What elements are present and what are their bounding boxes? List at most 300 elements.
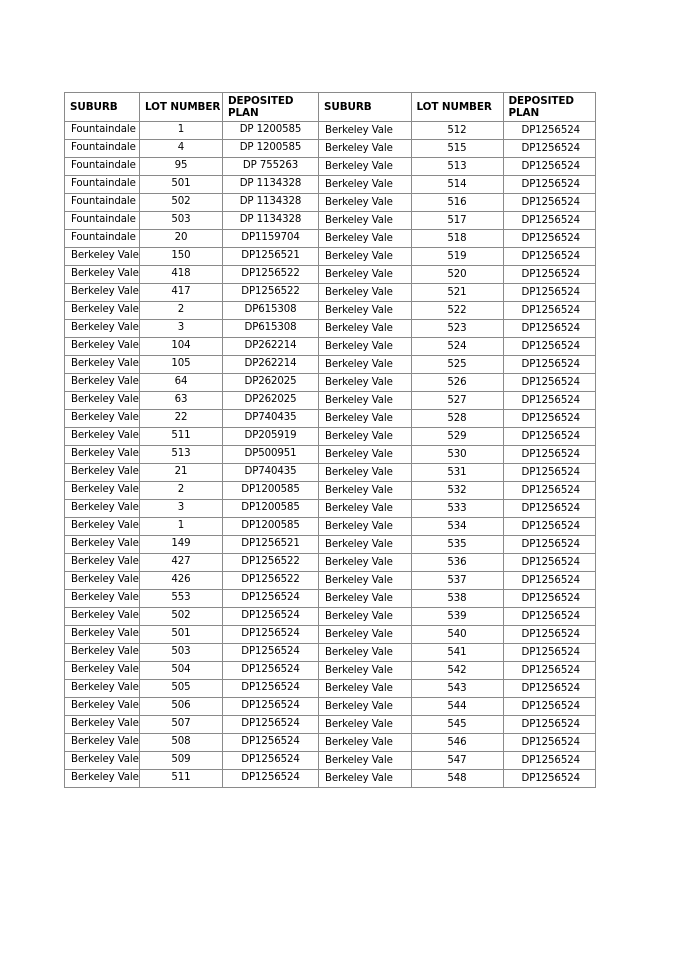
table-row xyxy=(319,626,595,644)
cell-deposited-plan: DP1256524 xyxy=(503,518,595,536)
cell-deposited-plan: DP1256524 xyxy=(223,680,319,698)
cell-suburb: Berkeley Vale xyxy=(319,158,411,176)
cell-lot-number: 104 xyxy=(140,338,223,356)
table-row xyxy=(65,572,319,590)
cell-suburb: Berkeley Vale xyxy=(319,662,411,680)
cell-lot-number: 548 xyxy=(411,770,503,788)
cell-deposited-plan: DP1256524 xyxy=(503,284,595,302)
cell-deposited-plan: DP1256524 xyxy=(503,554,595,572)
cell-lot-number: 537 xyxy=(411,572,503,590)
table-row xyxy=(319,590,595,608)
cell-suburb: Fountaindale xyxy=(65,140,140,158)
cell-deposited-plan: DP1256524 xyxy=(223,698,319,716)
cell-lot-number: 553 xyxy=(140,590,223,608)
cell-deposited-plan: DP1256524 xyxy=(503,374,595,392)
cell-suburb: Berkeley Vale xyxy=(319,374,411,392)
cell-lot-number: 417 xyxy=(140,284,223,302)
table-row xyxy=(65,140,319,158)
cell-lot-number: 515 xyxy=(411,140,503,158)
header-lot-number: LOT NUMBER xyxy=(140,93,223,122)
cell-suburb: Berkeley Vale xyxy=(65,608,140,626)
cell-deposited-plan: DP1256524 xyxy=(503,212,595,230)
cell-suburb: Berkeley Vale xyxy=(319,464,411,482)
cell-suburb: Berkeley Vale xyxy=(319,590,411,608)
cell-suburb: Berkeley Vale xyxy=(319,356,411,374)
cell-lot-number: 509 xyxy=(140,752,223,770)
cell-suburb: Berkeley Vale xyxy=(319,752,411,770)
cell-suburb: Berkeley Vale xyxy=(319,680,411,698)
cell-deposited-plan: DP1256524 xyxy=(503,752,595,770)
cell-deposited-plan: DP1256524 xyxy=(223,626,319,644)
cell-lot-number: 512 xyxy=(411,122,503,140)
cell-suburb: Berkeley Vale xyxy=(319,428,411,446)
header-suburb: SUBURB xyxy=(319,93,411,122)
cell-lot-number: 514 xyxy=(411,176,503,194)
cell-suburb: Berkeley Vale xyxy=(319,410,411,428)
cell-lot-number: 539 xyxy=(411,608,503,626)
cell-deposited-plan: DP1256524 xyxy=(223,752,319,770)
cell-suburb: Berkeley Vale xyxy=(319,626,411,644)
table-row xyxy=(319,410,595,428)
table-row xyxy=(65,770,319,788)
cell-deposited-plan: DP1256524 xyxy=(503,662,595,680)
cell-suburb: Berkeley Vale xyxy=(65,590,140,608)
cell-lot-number: 541 xyxy=(411,644,503,662)
table-row xyxy=(65,464,319,482)
cell-deposited-plan: DP1256524 xyxy=(223,662,319,680)
cell-deposited-plan: DP1200585 xyxy=(223,500,319,518)
cell-lot-number: 20 xyxy=(140,230,223,248)
cell-suburb: Berkeley Vale xyxy=(65,644,140,662)
table-row xyxy=(65,752,319,770)
table-row xyxy=(65,698,319,716)
cell-deposited-plan: DP1256524 xyxy=(503,302,595,320)
cell-lot-number: 513 xyxy=(411,158,503,176)
cell-lot-number: 3 xyxy=(140,320,223,338)
table-row xyxy=(65,428,319,446)
cell-deposited-plan: DP 1200585 xyxy=(223,140,319,158)
cell-lot-number: 519 xyxy=(411,248,503,266)
cell-suburb: Berkeley Vale xyxy=(65,626,140,644)
cell-deposited-plan: DP740435 xyxy=(223,410,319,428)
cell-lot-number: 507 xyxy=(140,716,223,734)
cell-deposited-plan: DP1256524 xyxy=(503,122,595,140)
table-row xyxy=(319,428,595,446)
cell-suburb: Berkeley Vale xyxy=(65,554,140,572)
header-suburb: SUBURB xyxy=(65,93,140,122)
header-lot-number: LOT NUMBER xyxy=(411,93,503,122)
cell-lot-number: 540 xyxy=(411,626,503,644)
cell-lot-number: 1 xyxy=(140,518,223,536)
cell-deposited-plan: DP1256524 xyxy=(503,356,595,374)
cell-lot-number: 508 xyxy=(140,734,223,752)
cell-suburb: Fountaindale xyxy=(65,158,140,176)
cell-lot-number: 501 xyxy=(140,176,223,194)
cell-lot-number: 95 xyxy=(140,158,223,176)
cell-suburb: Berkeley Vale xyxy=(65,518,140,536)
cell-lot-number: 528 xyxy=(411,410,503,428)
cell-suburb: Berkeley Vale xyxy=(65,446,140,464)
cell-lot-number: 529 xyxy=(411,428,503,446)
cell-deposited-plan: DP262214 xyxy=(223,356,319,374)
cell-suburb: Berkeley Vale xyxy=(319,194,411,212)
cell-suburb: Berkeley Vale xyxy=(319,572,411,590)
cell-suburb: Berkeley Vale xyxy=(65,338,140,356)
lot-table-right xyxy=(319,92,596,788)
cell-suburb: Berkeley Vale xyxy=(65,266,140,284)
cell-suburb: Berkeley Vale xyxy=(65,284,140,302)
cell-lot-number: 546 xyxy=(411,734,503,752)
cell-deposited-plan: DP1256524 xyxy=(503,608,595,626)
table-row xyxy=(65,410,319,428)
table-body xyxy=(65,122,319,788)
cell-suburb: Berkeley Vale xyxy=(319,338,411,356)
cell-lot-number: 520 xyxy=(411,266,503,284)
cell-deposited-plan: DP205919 xyxy=(223,428,319,446)
cell-deposited-plan: DP1256521 xyxy=(223,248,319,266)
cell-suburb: Fountaindale xyxy=(65,212,140,230)
table-row xyxy=(65,482,319,500)
table-row xyxy=(65,194,319,212)
cell-deposited-plan: DP1256524 xyxy=(503,248,595,266)
cell-lot-number: 533 xyxy=(411,500,503,518)
cell-deposited-plan: DP 1134328 xyxy=(223,176,319,194)
cell-suburb: Berkeley Vale xyxy=(65,320,140,338)
table-row xyxy=(319,500,595,518)
cell-deposited-plan: DP1256524 xyxy=(503,590,595,608)
table-row xyxy=(319,554,595,572)
cell-lot-number: 21 xyxy=(140,464,223,482)
lot-tables xyxy=(64,92,596,788)
table-row xyxy=(319,284,595,302)
cell-deposited-plan: DP1159704 xyxy=(223,230,319,248)
cell-deposited-plan: DP1256522 xyxy=(223,572,319,590)
cell-suburb: Berkeley Vale xyxy=(319,392,411,410)
cell-lot-number: 503 xyxy=(140,212,223,230)
cell-deposited-plan: DP1200585 xyxy=(223,482,319,500)
cell-suburb: Berkeley Vale xyxy=(319,500,411,518)
cell-suburb: Berkeley Vale xyxy=(65,572,140,590)
cell-deposited-plan: DP1256524 xyxy=(223,734,319,752)
cell-deposited-plan: DP1256524 xyxy=(503,158,595,176)
cell-deposited-plan: DP615308 xyxy=(223,302,319,320)
cell-deposited-plan: DP1256521 xyxy=(223,536,319,554)
cell-deposited-plan: DP1256524 xyxy=(503,410,595,428)
table-row xyxy=(319,374,595,392)
cell-lot-number: 64 xyxy=(140,374,223,392)
table-row xyxy=(65,626,319,644)
table-row xyxy=(65,536,319,554)
cell-suburb: Berkeley Vale xyxy=(319,536,411,554)
cell-lot-number: 545 xyxy=(411,716,503,734)
cell-deposited-plan: DP1256524 xyxy=(503,428,595,446)
cell-suburb: Berkeley Vale xyxy=(319,212,411,230)
cell-deposited-plan: DP1256524 xyxy=(503,644,595,662)
table-row xyxy=(319,158,595,176)
cell-lot-number: 3 xyxy=(140,500,223,518)
cell-lot-number: 538 xyxy=(411,590,503,608)
cell-suburb: Berkeley Vale xyxy=(319,734,411,752)
cell-suburb: Berkeley Vale xyxy=(65,392,140,410)
cell-lot-number: 517 xyxy=(411,212,503,230)
cell-suburb: Berkeley Vale xyxy=(319,482,411,500)
table-row xyxy=(319,212,595,230)
cell-lot-number: 535 xyxy=(411,536,503,554)
table-row xyxy=(319,770,595,788)
cell-deposited-plan: DP262214 xyxy=(223,338,319,356)
cell-suburb: Berkeley Vale xyxy=(65,482,140,500)
lot-table-left xyxy=(64,92,319,788)
table-row xyxy=(319,752,595,770)
cell-suburb: Berkeley Vale xyxy=(319,518,411,536)
cell-suburb: Berkeley Vale xyxy=(65,464,140,482)
cell-lot-number: 427 xyxy=(140,554,223,572)
cell-lot-number: 503 xyxy=(140,644,223,662)
cell-deposited-plan: DP1256524 xyxy=(503,338,595,356)
cell-suburb: Berkeley Vale xyxy=(65,248,140,266)
cell-deposited-plan: DP1256524 xyxy=(503,320,595,338)
table-row xyxy=(65,338,319,356)
cell-deposited-plan: DP1256524 xyxy=(503,716,595,734)
cell-lot-number: 2 xyxy=(140,302,223,320)
table-row xyxy=(65,248,319,266)
cell-deposited-plan: DP1256524 xyxy=(503,500,595,518)
table-row xyxy=(65,644,319,662)
cell-deposited-plan: DP1256524 xyxy=(503,536,595,554)
table-row xyxy=(65,320,319,338)
cell-lot-number: 505 xyxy=(140,680,223,698)
cell-lot-number: 511 xyxy=(140,770,223,788)
cell-lot-number: 2 xyxy=(140,482,223,500)
cell-suburb: Berkeley Vale xyxy=(319,698,411,716)
cell-lot-number: 149 xyxy=(140,536,223,554)
table-row xyxy=(319,302,595,320)
cell-deposited-plan: DP500951 xyxy=(223,446,319,464)
cell-deposited-plan: DP262025 xyxy=(223,392,319,410)
cell-suburb: Berkeley Vale xyxy=(319,716,411,734)
table-row xyxy=(65,356,319,374)
table-row xyxy=(65,374,319,392)
cell-deposited-plan: DP 1134328 xyxy=(223,194,319,212)
cell-suburb: Berkeley Vale xyxy=(319,266,411,284)
cell-suburb: Berkeley Vale xyxy=(65,428,140,446)
cell-deposited-plan: DP1256524 xyxy=(503,266,595,284)
cell-deposited-plan: DP1256524 xyxy=(503,446,595,464)
table-row xyxy=(65,284,319,302)
cell-suburb: Berkeley Vale xyxy=(319,302,411,320)
cell-lot-number: 523 xyxy=(411,320,503,338)
cell-suburb: Berkeley Vale xyxy=(65,734,140,752)
table-row xyxy=(319,338,595,356)
cell-lot-number: 501 xyxy=(140,626,223,644)
header-deposited-plan: DEPOSITED PLAN xyxy=(503,93,595,122)
cell-lot-number: 1 xyxy=(140,122,223,140)
cell-lot-number: 502 xyxy=(140,608,223,626)
cell-lot-number: 531 xyxy=(411,464,503,482)
cell-suburb: Berkeley Vale xyxy=(319,284,411,302)
cell-suburb: Berkeley Vale xyxy=(319,230,411,248)
cell-deposited-plan: DP 755263 xyxy=(223,158,319,176)
table-row xyxy=(319,662,595,680)
cell-lot-number: 504 xyxy=(140,662,223,680)
cell-lot-number: 547 xyxy=(411,752,503,770)
cell-lot-number: 502 xyxy=(140,194,223,212)
cell-suburb: Fountaindale xyxy=(65,194,140,212)
table-row xyxy=(319,230,595,248)
cell-suburb: Fountaindale xyxy=(65,230,140,248)
cell-deposited-plan: DP 1134328 xyxy=(223,212,319,230)
cell-lot-number: 511 xyxy=(140,428,223,446)
table-row xyxy=(319,680,595,698)
cell-suburb: Berkeley Vale xyxy=(319,176,411,194)
cell-lot-number: 518 xyxy=(411,230,503,248)
cell-suburb: Berkeley Vale xyxy=(65,680,140,698)
table-row xyxy=(65,158,319,176)
cell-deposited-plan: DP1256524 xyxy=(223,608,319,626)
table-row xyxy=(319,194,595,212)
cell-lot-number: 530 xyxy=(411,446,503,464)
cell-deposited-plan: DP1256524 xyxy=(223,716,319,734)
table-row xyxy=(319,392,595,410)
cell-lot-number: 522 xyxy=(411,302,503,320)
table-row xyxy=(65,392,319,410)
cell-deposited-plan: DP1256522 xyxy=(223,554,319,572)
cell-deposited-plan: DP740435 xyxy=(223,464,319,482)
cell-suburb: Berkeley Vale xyxy=(319,122,411,140)
cell-suburb: Berkeley Vale xyxy=(319,320,411,338)
cell-suburb: Berkeley Vale xyxy=(319,608,411,626)
cell-suburb: Berkeley Vale xyxy=(319,446,411,464)
cell-suburb: Fountaindale xyxy=(65,176,140,194)
cell-deposited-plan: DP1256524 xyxy=(503,392,595,410)
cell-deposited-plan: DP1256524 xyxy=(503,680,595,698)
table-row xyxy=(65,716,319,734)
cell-suburb: Fountaindale xyxy=(65,122,140,140)
table-row xyxy=(65,518,319,536)
table-row xyxy=(65,230,319,248)
cell-lot-number: 426 xyxy=(140,572,223,590)
cell-lot-number: 105 xyxy=(140,356,223,374)
table-row xyxy=(65,176,319,194)
header-deposited-plan: DEPOSITED PLAN xyxy=(223,93,319,122)
cell-lot-number: 542 xyxy=(411,662,503,680)
cell-deposited-plan: DP1256522 xyxy=(223,284,319,302)
table-row xyxy=(319,176,595,194)
cell-lot-number: 4 xyxy=(140,140,223,158)
table-row xyxy=(65,500,319,518)
cell-lot-number: 543 xyxy=(411,680,503,698)
cell-suburb: Berkeley Vale xyxy=(319,770,411,788)
cell-deposited-plan: DP615308 xyxy=(223,320,319,338)
table-row xyxy=(65,554,319,572)
cell-deposited-plan: DP1256524 xyxy=(503,626,595,644)
cell-lot-number: 150 xyxy=(140,248,223,266)
cell-suburb: Berkeley Vale xyxy=(65,698,140,716)
cell-lot-number: 536 xyxy=(411,554,503,572)
cell-suburb: Berkeley Vale xyxy=(65,752,140,770)
cell-suburb: Berkeley Vale xyxy=(319,248,411,266)
cell-deposited-plan: DP1256524 xyxy=(223,644,319,662)
table-row xyxy=(65,662,319,680)
cell-suburb: Berkeley Vale xyxy=(65,500,140,518)
table-row xyxy=(319,320,595,338)
cell-lot-number: 527 xyxy=(411,392,503,410)
cell-deposited-plan: DP1256524 xyxy=(503,464,595,482)
cell-deposited-plan: DP1200585 xyxy=(223,518,319,536)
table-row xyxy=(319,248,595,266)
table-row xyxy=(319,536,595,554)
table-row xyxy=(319,698,595,716)
cell-deposited-plan: DP1256524 xyxy=(503,734,595,752)
cell-lot-number: 506 xyxy=(140,698,223,716)
table-row xyxy=(65,122,319,140)
cell-suburb: Berkeley Vale xyxy=(319,140,411,158)
cell-lot-number: 63 xyxy=(140,392,223,410)
cell-suburb: Berkeley Vale xyxy=(65,770,140,788)
table-row xyxy=(65,302,319,320)
table-row xyxy=(319,464,595,482)
table-body xyxy=(319,122,595,788)
cell-lot-number: 534 xyxy=(411,518,503,536)
cell-deposited-plan: DP1256522 xyxy=(223,266,319,284)
cell-lot-number: 544 xyxy=(411,698,503,716)
cell-deposited-plan: DP1256524 xyxy=(503,698,595,716)
cell-lot-number: 526 xyxy=(411,374,503,392)
cell-suburb: Berkeley Vale xyxy=(65,356,140,374)
table-row xyxy=(65,266,319,284)
cell-suburb: Berkeley Vale xyxy=(65,716,140,734)
cell-deposited-plan: DP1256524 xyxy=(223,590,319,608)
cell-lot-number: 532 xyxy=(411,482,503,500)
cell-lot-number: 418 xyxy=(140,266,223,284)
cell-deposited-plan: DP262025 xyxy=(223,374,319,392)
cell-deposited-plan: DP1256524 xyxy=(503,572,595,590)
cell-suburb: Berkeley Vale xyxy=(65,302,140,320)
cell-deposited-plan: DP1256524 xyxy=(503,140,595,158)
cell-deposited-plan: DP 1200585 xyxy=(223,122,319,140)
cell-deposited-plan: DP1256524 xyxy=(503,770,595,788)
table-row xyxy=(319,482,595,500)
cell-suburb: Berkeley Vale xyxy=(319,554,411,572)
table-row xyxy=(319,572,595,590)
cell-deposited-plan: DP1256524 xyxy=(503,176,595,194)
cell-suburb: Berkeley Vale xyxy=(65,536,140,554)
table-row xyxy=(65,446,319,464)
table-row xyxy=(65,212,319,230)
table-header-row xyxy=(319,93,595,122)
cell-deposited-plan: DP1256524 xyxy=(503,482,595,500)
cell-suburb: Berkeley Vale xyxy=(65,410,140,428)
table-row xyxy=(65,608,319,626)
cell-suburb: Berkeley Vale xyxy=(65,662,140,680)
cell-lot-number: 22 xyxy=(140,410,223,428)
table-row xyxy=(319,446,595,464)
cell-lot-number: 513 xyxy=(140,446,223,464)
cell-deposited-plan: DP1256524 xyxy=(503,230,595,248)
table-row xyxy=(319,716,595,734)
cell-lot-number: 524 xyxy=(411,338,503,356)
table-header-row xyxy=(65,93,319,122)
table-row xyxy=(319,644,595,662)
cell-suburb: Berkeley Vale xyxy=(65,374,140,392)
cell-lot-number: 516 xyxy=(411,194,503,212)
cell-suburb: Berkeley Vale xyxy=(319,644,411,662)
table-row xyxy=(319,122,595,140)
table-row xyxy=(319,140,595,158)
table-row xyxy=(65,734,319,752)
table-row xyxy=(319,356,595,374)
cell-deposited-plan: DP1256524 xyxy=(223,770,319,788)
